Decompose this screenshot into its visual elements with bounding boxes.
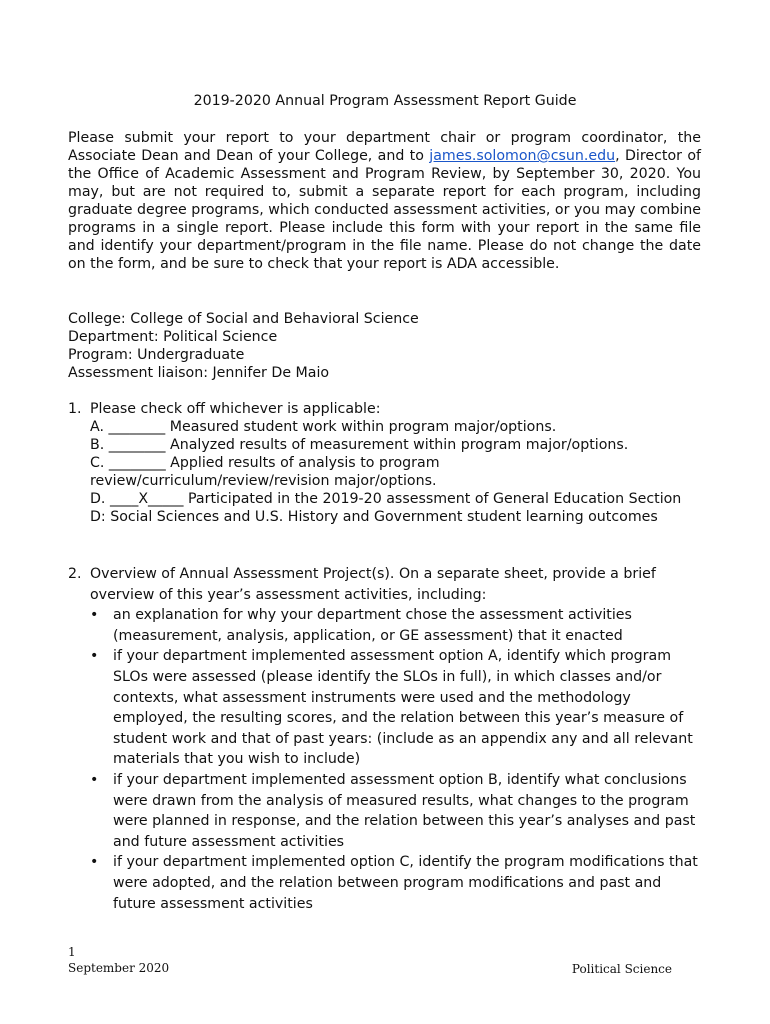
liaison-line: Assessment liaison: Jennifer De Maio <box>68 365 330 381</box>
intro-text-before: Please submit your report to your department chair or program coordinator, the Associate Dean and Dean of your College, and to <box>68 130 701 164</box>
list-item <box>90 605 708 646</box>
program-line: Program: Undergraduate <box>68 347 245 363</box>
list-item <box>90 770 708 852</box>
bullet-icon: • <box>90 648 99 665</box>
question-prompt: Overview of Annual Assessment Project(s). On a separate sheet, provide a brief overview of this year’s assessment activities, including: <box>90 566 656 603</box>
college-line: College: College of Social and Behavioral Science <box>68 311 419 327</box>
footer-department: Political Science <box>571 962 672 976</box>
list-item-text: an explanation for why your department chose the assessment activities (measurement, analysis, application, or GE assessment) that it enacted <box>113 607 632 644</box>
list-item-text: if your department implemented assessment option B, identify what conclusions were drawn from the analysis of measured results, what changes to the program were planned in response, and the relation between this year’s analyses and past and future assessment activities <box>113 771 696 850</box>
footer-date: September 2020 <box>68 961 170 975</box>
intro-paragraph <box>68 129 701 273</box>
bullet-icon: • <box>90 854 99 871</box>
option-a: A. ________ Measured student work within program major/options. <box>90 419 557 435</box>
department-line: Department: Political Science <box>68 329 278 345</box>
option-b: B. ________ Analyzed results of measurement within program major/options. <box>90 437 629 453</box>
email-link[interactable]: james.solomon@csun.edu <box>429 148 616 164</box>
list-item <box>90 646 708 770</box>
bullet-icon: • <box>90 771 99 788</box>
page-number: 1 <box>68 945 76 959</box>
page-footer <box>68 944 672 976</box>
option-c: C. ________ Applied results of analysis to program review/curriculum/review/revision major/options. <box>90 455 440 489</box>
option-d: D. ____X_____ Participated in the 2019-20 assessment of General Education Section D: Social Sciences and U.S. History and Government student learning outcomes <box>90 491 682 525</box>
question-1 <box>68 400 708 526</box>
list-item-text: if your department implemented option C, identify the program modifications that were adopted, and the relation between program modifications and past and future assessment activities <box>113 854 698 912</box>
page-title: 2019-2020 Annual Program Assessment Report Guide <box>193 93 577 109</box>
question-prompt: Please check off whichever is applicable: <box>90 401 381 417</box>
question-2 <box>68 564 708 914</box>
list-item-text: if your department implemented assessment option A, identify which program SLOs were assessed (please identify the SLOs in full), in which classes and/or contexts, what assessment instruments were used and the methodology employed, the resulting scores, and the relation between this year’s measure of student work and that of past years: (include as an appendix any and all relevant materials that you wish to include) <box>113 648 693 768</box>
question-number: 2. <box>68 566 82 582</box>
list-item <box>90 852 708 914</box>
bullet-icon: • <box>90 607 99 624</box>
bullet-list <box>90 605 708 914</box>
intro-text-after: , Director of the Office of Academic Assessment and Program Review, by September 30, 2020. You may, but are not required to, submit a separate report for each program, including graduate degree programs, which conducted assessment activities, or you may combine programs in a single report. Please include this form with your report in the same file and identify your department/program in the file name. Please do not change the date on the form, and be sure to check that your report is ADA accessible. <box>68 148 701 272</box>
program-info <box>68 310 419 382</box>
question-number: 1. <box>68 401 82 417</box>
